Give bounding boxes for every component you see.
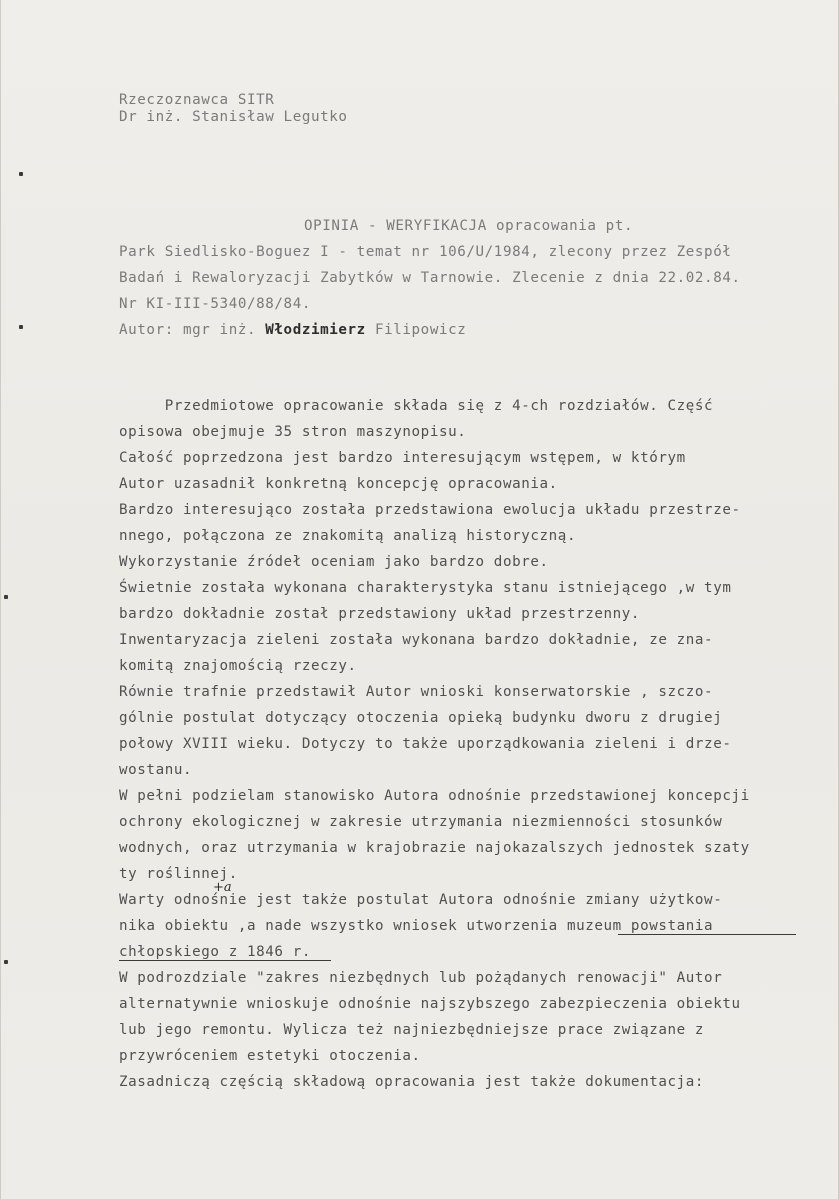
title-line-3: Badań i Rewaloryzacji Zabytków w Tarnowie. Zlecenie z dnia 22.02.84. (119, 270, 741, 286)
body-line: wodnych, oraz utrzymania w krajobrazie najokazalszych jednostek szaty (119, 840, 750, 856)
binding-mark (4, 960, 8, 964)
body-line: chłopskiego z 1846 r. (119, 944, 311, 960)
author-name: Włodzimierz (265, 322, 366, 338)
body-line: gólnie postulat dotyczący otoczenia opieką budynku dworu z drugiej (119, 710, 723, 726)
handwritten-underline (119, 960, 331, 961)
body-line: opisowa obejmuje 35 stron maszynopisu. (119, 424, 467, 440)
body-line: Przedmiotowe opracowanie składa się z 4-ch rozdziałów. Część (119, 398, 714, 414)
body-line: ty roślinnej. (119, 866, 238, 882)
body-line: wostanu. (119, 762, 193, 778)
body-line: Świetnie została wykonana charakterystyka stanu istniejącego ,w tym (119, 580, 732, 596)
author-line (119, 322, 466, 338)
body-line: bardzo dokładnie został przedstawiony układ przestrzenny. (119, 606, 641, 622)
author-prefix: Autor: mgr inż. (119, 322, 266, 338)
body-line: Autor uzasadnił konkretną koncepcję opracowania. (119, 476, 558, 492)
body-line: W pełni podzielam stanowisko Autora odnośnie przedstawionej koncepcji (119, 788, 750, 804)
body-line: lub jego remontu. Wylicza też najniezbędniejsze prace związane z (119, 1022, 705, 1038)
body-line: Równie trafnie przedstawił Autor wnioski konserwatorskie , szczo- (119, 684, 714, 700)
body-line: ochrony ekologicznej w zakresie utrzymania niezmienności stosunków (119, 814, 723, 830)
body-line: Wykorzystanie źródeł oceniam jako bardzo dobre. (119, 554, 549, 570)
body-line: nnego, połączona ze znakomitą analizą historyczną. (119, 528, 577, 544)
title-line-4: Nr KI-III-5340/88/84. (119, 296, 311, 312)
header-line-2: Dr inż. Stanisław Legutko (119, 109, 348, 125)
body-line: połowy XVIII wieku. Dotyczy to także uporządkowania zieleni i drze- (119, 736, 732, 752)
body-line: przywróceniem estetyki otoczenia. (119, 1048, 421, 1064)
title-line-2: Park Siedlisko-Boguez I - temat nr 106/U/1984, zlecony przez Zespół (119, 244, 732, 260)
binding-mark (19, 172, 23, 176)
body-line: komitą znajomością rzeczy. (119, 658, 357, 674)
body-line: W podrozdziale "zakres niezbędnych lub pożądanych renowacji" Autor (119, 970, 723, 986)
handwritten-correction: +a (213, 880, 232, 895)
body-line: alternatywnie wnioskuje odnośnie najszybszego zabezpieczenia obiektu (119, 996, 741, 1012)
binding-mark (4, 595, 8, 599)
handwritten-underline (618, 934, 796, 935)
author-surname: Filipowicz (365, 322, 467, 338)
body-line: Zasadniczą częścią składową opracowania jest także dokumentacja: (119, 1074, 705, 1090)
document-title: OPINIA - WERYFIKACJA opracowania pt. (304, 218, 634, 234)
body-line: nika obiektu ,a nade wszystko wniosek utworzenia muzeum powstania (119, 918, 714, 934)
binding-mark (19, 325, 23, 329)
body-line: Warty odnośnie jest także postulat Autora odnośnie zmiany użytkow- (119, 892, 723, 908)
header-line-1: Rzeczoznawca SITR (119, 92, 275, 108)
body-line: Całość poprzedzona jest bardzo interesującym wstępem, w którym (119, 450, 686, 466)
body-line: Inwentaryzacja zieleni została wykonana bardzo dokładnie, ze zna- (119, 632, 714, 648)
body-line: Bardzo interesująco została przedstawiona ewolucja układu przestrze- (119, 502, 741, 518)
